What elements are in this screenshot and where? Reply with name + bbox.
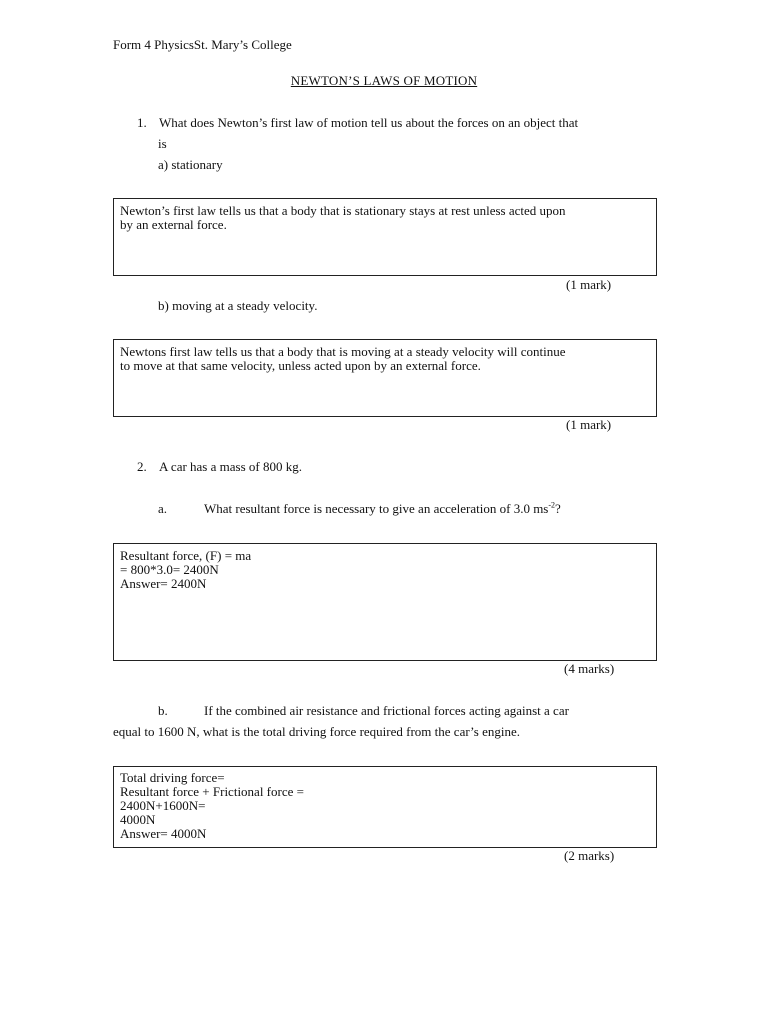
question-2b-letter: b.	[158, 703, 168, 718]
page-title: NEWTON’S LAWS OF MOTION	[290, 73, 478, 88]
answer-line: = 800*3.0= 2400N	[120, 562, 219, 577]
answer-line: Resultant force + Frictional force =	[120, 784, 304, 799]
marks-2a: (4 marks)	[564, 661, 615, 676]
question-1b-label: b) moving at a steady velocity.	[158, 298, 318, 313]
question-2a-text-end: ?	[555, 501, 561, 516]
question-1-text-line1: What does Newton’s first law of motion tell us about the forces on an object that	[159, 115, 579, 130]
question-2a-letter: a.	[158, 501, 168, 516]
answer-line: Newtons first law tells us that a body that is moving at a steady velocity will continue	[120, 344, 566, 359]
marks-2b: (2 marks)	[564, 848, 615, 863]
answer-line: Newton’s first law tells us that a body that is stationary stays at rest unless acted upon	[120, 203, 566, 218]
answer-line: Resultant force, (F) = ma	[120, 548, 252, 563]
answer-line: 2400N+1600N=	[120, 798, 206, 813]
document-header: Form 4 PhysicsSt. Mary’s College	[113, 37, 292, 52]
answer-box-1b[interactable]	[113, 339, 657, 417]
answer-line: to move at that same velocity, unless acted upon by an external force.	[120, 358, 481, 373]
answer-line: 4000N	[120, 812, 156, 827]
answer-box-2b[interactable]	[113, 766, 657, 848]
question-1-text-line2: is	[158, 136, 167, 151]
question-1-number: 1.	[137, 115, 147, 130]
answer-line: by an external force.	[120, 217, 227, 232]
question-2b-text-line2: equal to 1600 N, what is the total driving force required from the car’s engine.	[113, 724, 520, 739]
question-2a-text-main: What resultant force is necessary to give an acceleration of 3.0 ms	[204, 501, 549, 516]
answer-line: Answer= 2400N	[120, 576, 207, 591]
marks-1b: (1 mark)	[566, 417, 612, 432]
marks-1a: (1 mark)	[566, 277, 612, 292]
question-1a-label: a) stationary	[158, 157, 223, 172]
answer-box-2a[interactable]	[113, 543, 657, 661]
question-2b-text-line1: If the combined air resistance and frictional forces acting against a car	[204, 703, 569, 718]
answer-line: Answer= 4000N	[120, 826, 207, 841]
answer-box-1a[interactable]	[113, 198, 657, 276]
answer-line: Total driving force=	[120, 770, 225, 785]
question-2-text: A car has a mass of 800 kg.	[159, 459, 302, 474]
question-2-number: 2.	[137, 459, 147, 474]
question-2a-text	[204, 501, 561, 517]
question-2a-exponent: -2	[548, 500, 556, 510]
